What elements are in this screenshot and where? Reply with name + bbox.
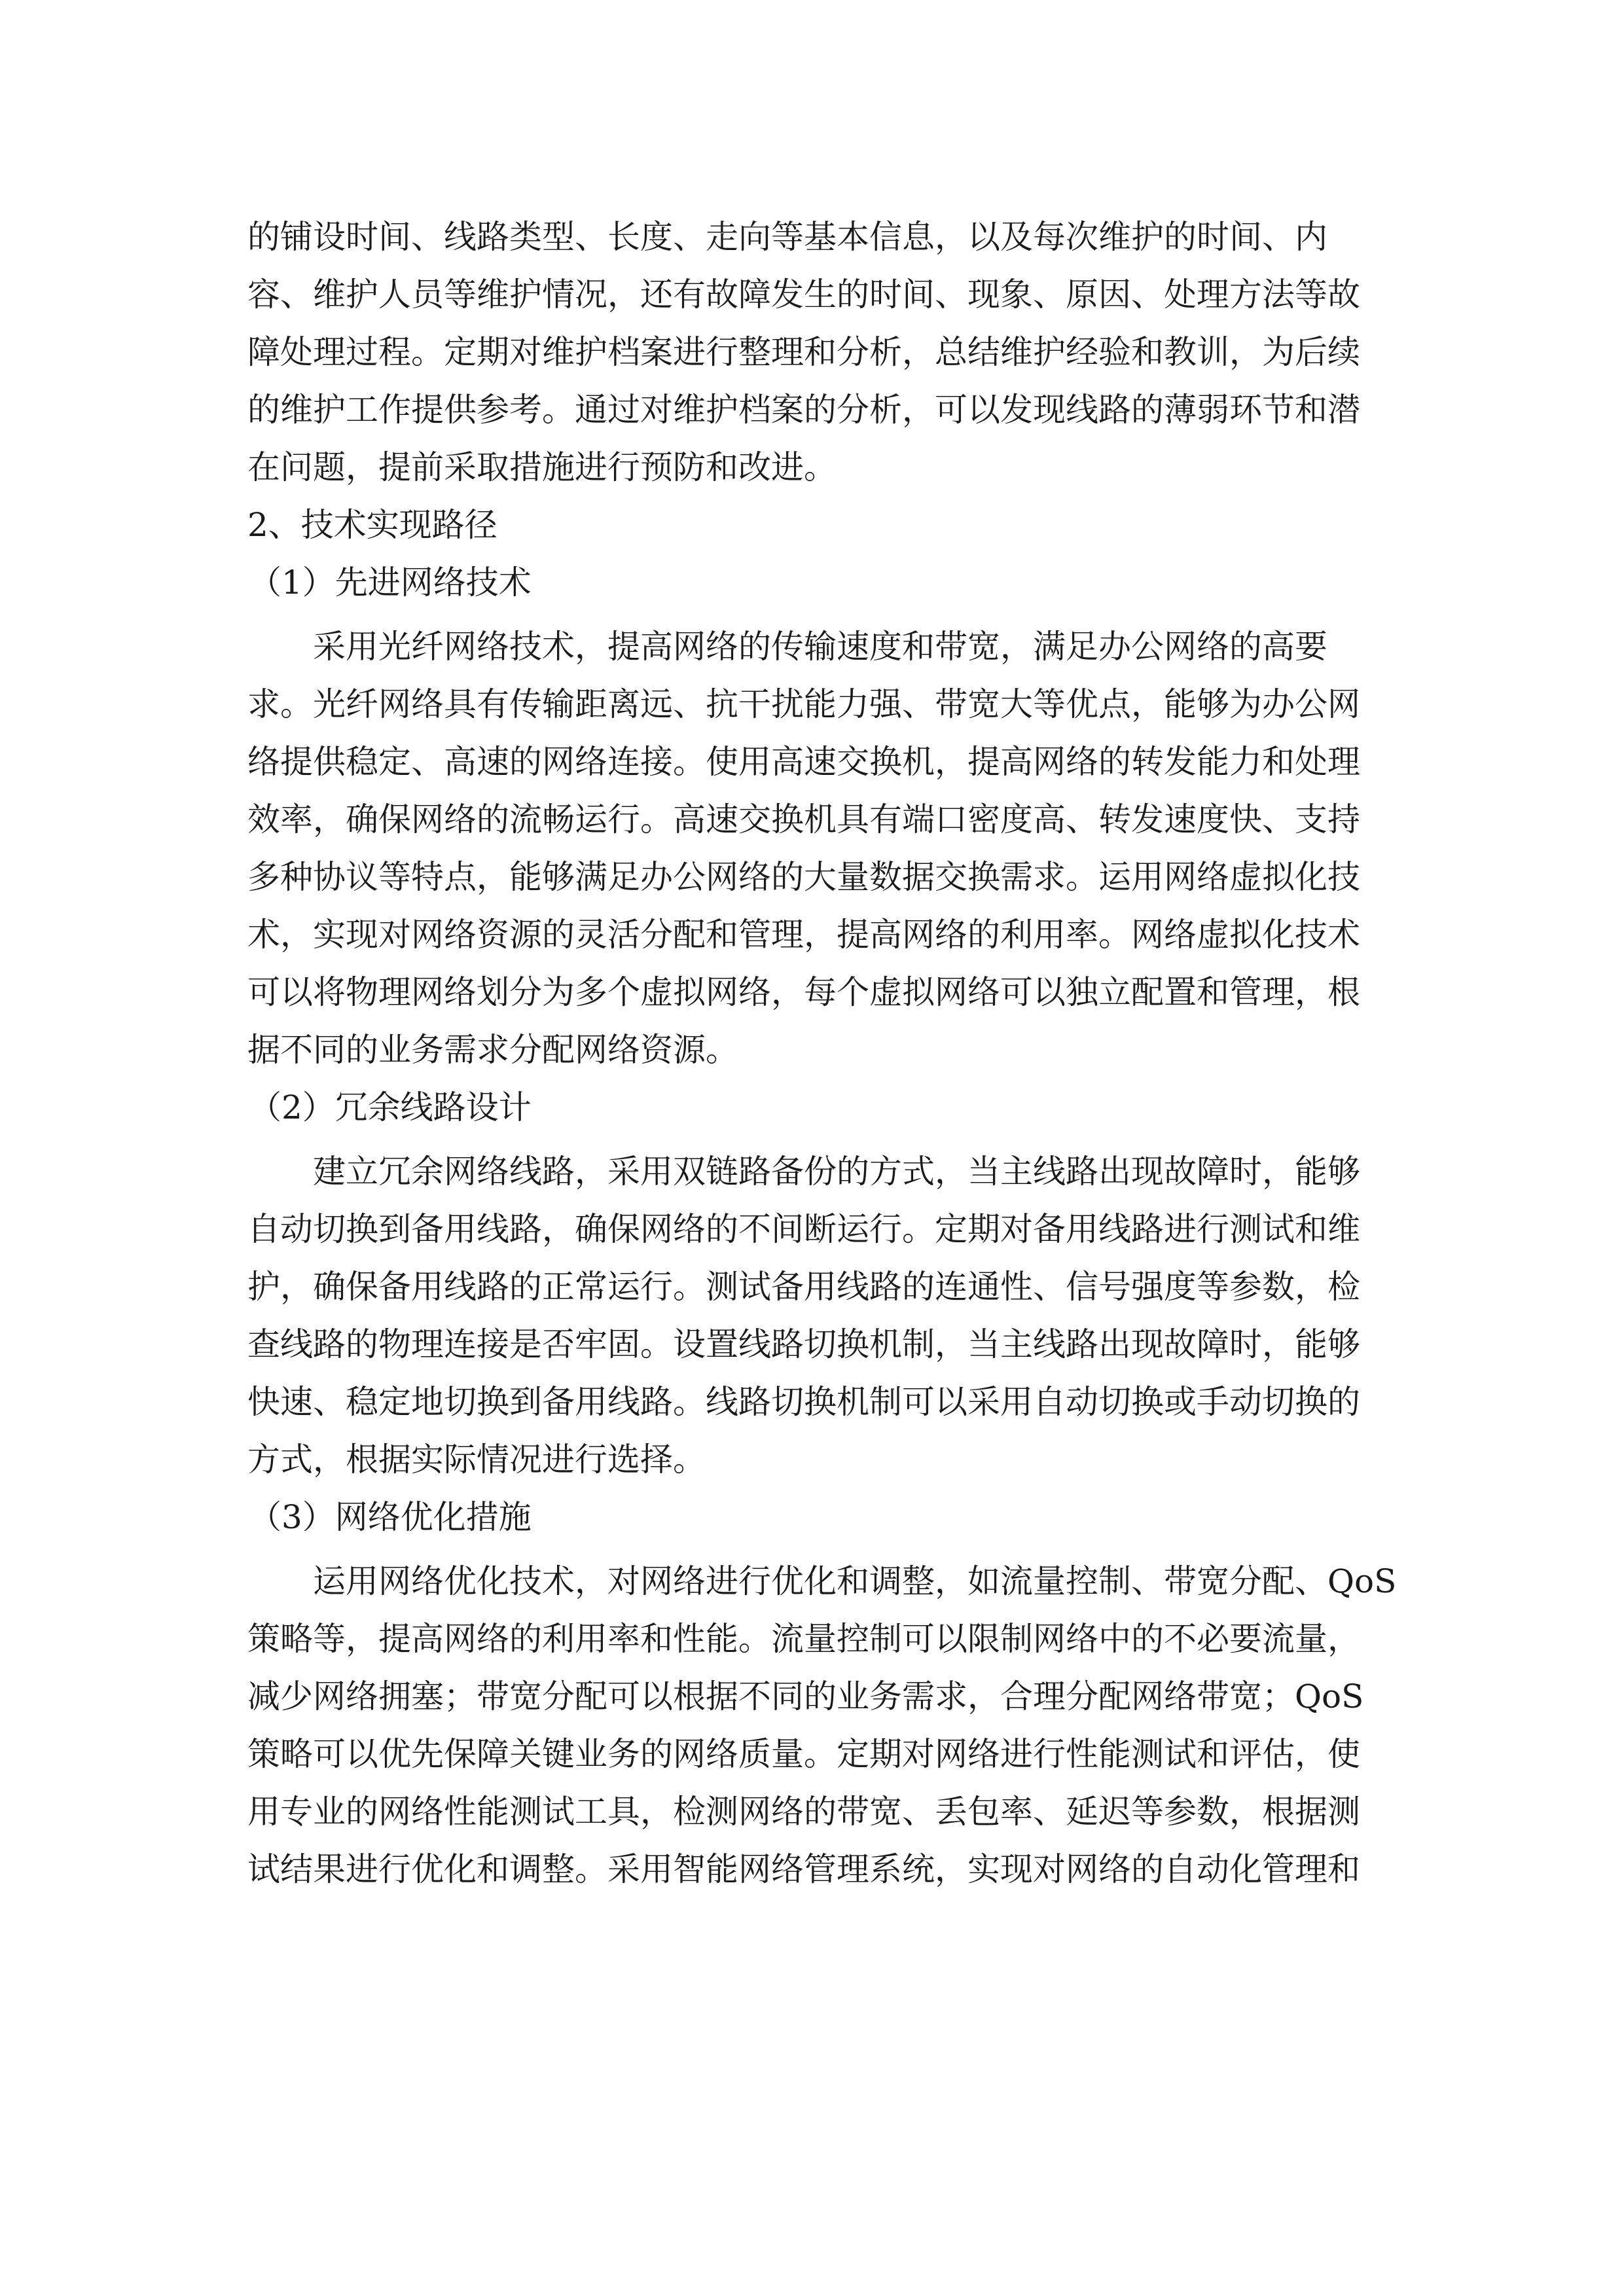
intro-paragraph bbox=[247, 208, 1386, 496]
text-line: 查线路的物理连接是否牢固。设置线路切换机制，当主线路出现故障时，能够 bbox=[247, 1325, 1360, 1363]
text-line: 的维护工作提供参考。通过对维护档案的分析，可以发现线路的薄弱环节和潜 bbox=[247, 391, 1360, 429]
text-line: 护，确保备用线路的正常运行。测试备用线路的连通性、信号强度等参数，检 bbox=[247, 1268, 1360, 1306]
text-line: 策略可以优先保障关键业务的网络质量。定期对网络进行性能测试和评估，使 bbox=[247, 1735, 1360, 1773]
text-line: 术，实现对网络资源的灵活分配和管理，提高网络的利用率。网络虚拟化技术 bbox=[247, 916, 1360, 954]
text-line: 在问题，提前采取措施进行预防和改进。 bbox=[247, 448, 837, 486]
text-line: 求。光纤网络具有传输距离远、抗干扰能力强、带宽大等优点，能够为办公网 bbox=[247, 685, 1360, 723]
subsection-3-paragraph bbox=[247, 1552, 1397, 1898]
section-heading: 2、技术实现路径 bbox=[247, 506, 497, 544]
text-line: 自动切换到备用线路，确保网络的不间断运行。定期对备用线路进行测试和维 bbox=[247, 1210, 1360, 1248]
subsection-heading-3: （3）网络优化措施 bbox=[249, 1498, 532, 1536]
document-page bbox=[247, 208, 1397, 1898]
text-line: 策略等，提高网络的利用率和性能。流量控制可以限制网络中的不必要流量， bbox=[247, 1620, 1360, 1658]
text-line: 的铺设时间、线路类型、长度、走向等基本信息，以及每次维护的时间、内 bbox=[247, 218, 1327, 256]
text-line: 用专业的网络性能测试工具，检测网络的带宽、丢包率、延迟等参数，根据测 bbox=[247, 1793, 1360, 1831]
subsection-1-paragraph bbox=[247, 618, 1386, 1079]
text-line: 容、维护人员等维护情况，还有故障发生的时间、现象、原因、处理方法等故 bbox=[247, 276, 1360, 314]
text-line: 多种协议等特点，能够满足办公网络的大量数据交换需求。运用网络虚拟化技 bbox=[247, 858, 1360, 896]
text-line: 络提供稳定、高速的网络连接。使用高速交换机，提高网络的转发能力和处理 bbox=[247, 743, 1360, 781]
text-line: 采用光纤网络技术，提高网络的传输速度和带宽，满足办公网络的高要 bbox=[313, 628, 1327, 666]
text-line: 障处理过程。定期对维护档案进行整理和分析，总结维护经验和教训，为后续 bbox=[247, 333, 1360, 371]
text-line: 可以将物理网络划分为多个虚拟网络，每个虚拟网络可以独立配置和管理，根 bbox=[247, 973, 1360, 1011]
text-line: 快速、稳定地切换到备用线路。线路切换机制可以采用自动切换或手动切换的 bbox=[247, 1383, 1360, 1421]
text-line: 建立冗余网络线路，采用双链路备份的方式，当主线路出现故障时，能够 bbox=[313, 1153, 1360, 1191]
subsection-heading-2: （2）冗余线路设计 bbox=[249, 1088, 532, 1126]
text-line: 方式，根据实际情况进行选择。 bbox=[247, 1441, 706, 1479]
subsection-2-paragraph bbox=[247, 1143, 1386, 1488]
text-line: 据不同的业务需求分配网络资源。 bbox=[247, 1031, 738, 1069]
text-line: 效率，确保网络的流畅运行。高速交换机具有端口密度高、转发速度快、支持 bbox=[247, 800, 1360, 838]
text-line: 运用网络优化技术，对网络进行优化和调整，如流量控制、带宽分配、QoS bbox=[313, 1562, 1397, 1600]
text-line: 试结果进行优化和调整。采用智能网络管理系统，实现对网络的自动化管理和 bbox=[247, 1850, 1360, 1888]
text-line: 减少网络拥塞；带宽分配可以根据不同的业务需求，合理分配网络带宽；QoS bbox=[247, 1677, 1364, 1715]
subsection-heading-1: （1）先进网络技术 bbox=[249, 564, 532, 601]
